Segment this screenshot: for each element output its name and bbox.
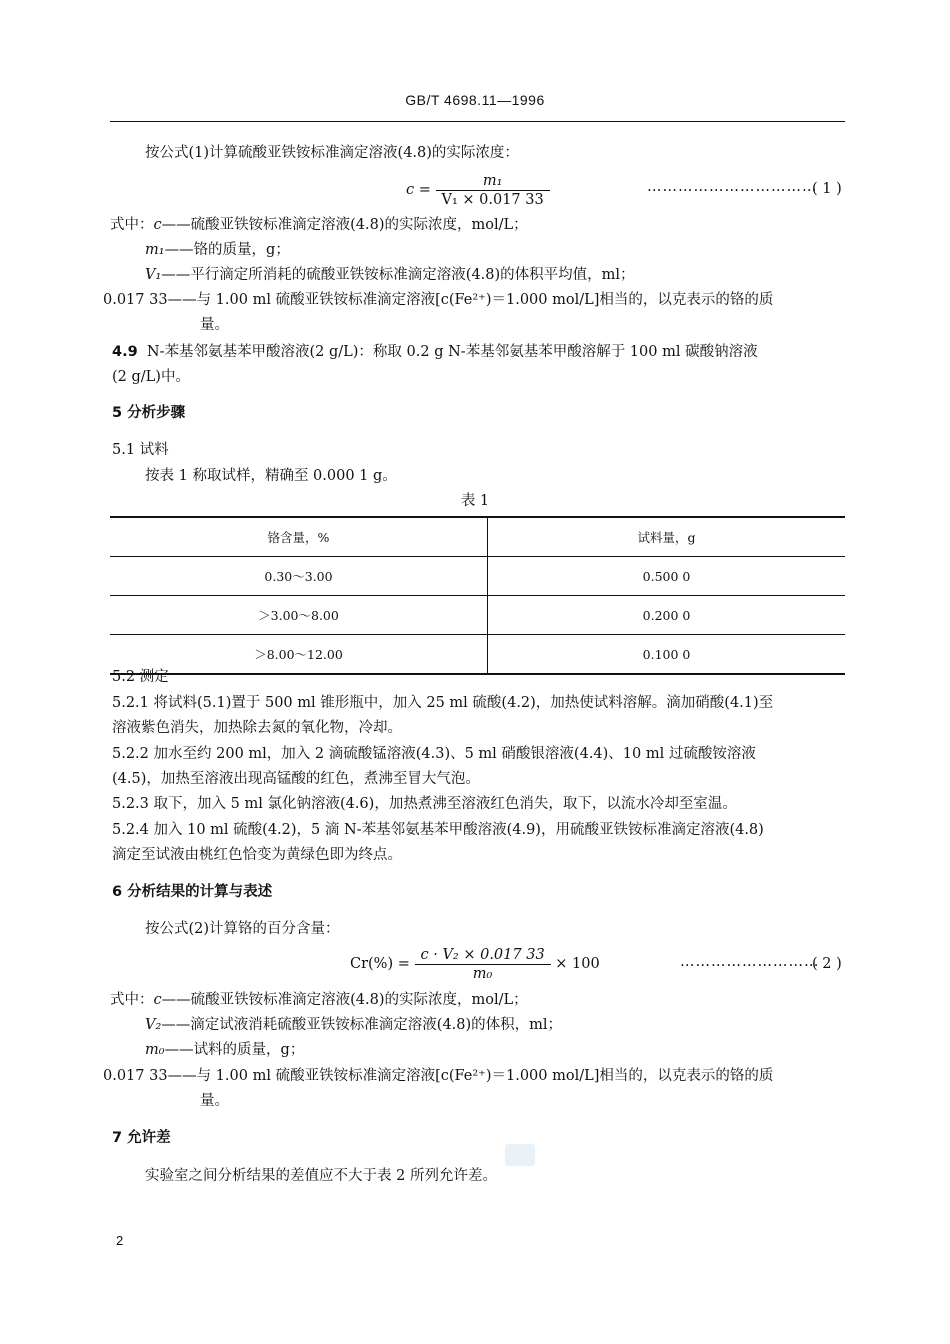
where1-line-c [110, 215, 528, 235]
table-cell: 0.100 0 [642, 646, 691, 662]
where2-sym: 0.017 33 [103, 1068, 168, 1084]
eq2-fraction [415, 946, 551, 983]
section-4-9-line1 [112, 342, 758, 362]
section-5-2-2-line2: (4.5)，加热至溶液出现高锰酸的红色，煮沸至冒大气泡。 [112, 771, 480, 787]
where1-continuation: 量。 [200, 317, 229, 333]
where1-line-const [103, 290, 773, 310]
paragraph-formula1-intro: 按公式(1)计算硫酸亚铁铵标准滴定溶液(4.8)的实际浓度： [145, 145, 519, 161]
section-number: 4.9 [112, 344, 138, 360]
where1-desc: ——与 1.00 ml 硫酸亚铁铵标准滴定溶液[c(Fe²⁺)＝1.000 mol/L]相当的，以克表示的铬的质 [167, 292, 774, 308]
where1-desc: ——硫酸亚铁铵标准滴定溶液(4.8)的实际浓度，mol/L； [161, 217, 528, 233]
equation-2 [350, 944, 600, 984]
where2-continuation: 量。 [200, 1093, 229, 1109]
where2-desc: ——试料的质量，g； [164, 1042, 305, 1058]
where1-sym: m₁ [145, 242, 165, 258]
section-6-text: 按公式(2)计算铬的百分含量： [145, 921, 340, 937]
table-cell: ＞8.00～12.00 [110, 635, 488, 675]
eq1-fraction [436, 172, 550, 209]
section-5-2-2-line1: 5.2.2 加水至约 200 ml，加入 2 滴硫酸锰溶液(4.3)、5 ml 硝酸银溶液(4.4)、10 ml 过硫酸铵溶液 [112, 746, 756, 762]
where2-lead: 式中： [110, 992, 154, 1008]
eq1-lhs: c = [406, 182, 431, 198]
where2-desc: ——硫酸亚铁铵标准滴定溶液(4.8)的实际浓度，mol/L； [161, 992, 528, 1008]
where2-desc: ——滴定试液消耗硫酸亚铁铵标准滴定溶液(4.8)的体积，ml； [161, 1017, 563, 1033]
table-header-cell: 试料量，g [637, 530, 696, 545]
where2-sym: c [153, 992, 162, 1008]
table-cell: 0.30～3.00 [110, 557, 488, 596]
table-cell: 0.500 0 [642, 568, 691, 584]
where1-desc: ——铬的质量，g； [164, 242, 290, 258]
table-cell: 0.200 0 [642, 607, 691, 623]
where2-desc: ——与 1.00 ml 硫酸亚铁铵标准滴定溶液[c(Fe²⁺)＝1.000 mol/L]相当的，以克表示的铬的质 [167, 1068, 774, 1084]
header-rule [110, 121, 845, 122]
standard-number: GB/T 4698.11—1996 [405, 92, 545, 108]
where2-sym: V₂ [145, 1017, 162, 1033]
section-7-title: 7 允许差 [112, 1130, 171, 1146]
section-4-9-line2: (2 g/L)中。 [112, 369, 190, 385]
section-5-title: 5 分析步骤 [112, 405, 186, 421]
page-number: 2 [116, 1233, 124, 1248]
where1-desc: ——平行滴定所消耗的硫酸亚铁铵标准滴定溶液(4.8)的体积平均值，ml； [161, 267, 635, 283]
where2-line-c [110, 990, 528, 1010]
eq1-label: ( 1 ) [812, 181, 842, 197]
table1-caption: 表 1 [460, 493, 490, 509]
table-cell: ＞3.00～8.00 [110, 596, 488, 635]
eq1-leader-dots: …………………………… [647, 179, 818, 195]
eq2-denominator: m₀ [472, 965, 493, 982]
eq1-denominator: V₁ × 0.017 33 [441, 191, 544, 208]
eq2-leader-dots: ……………………… [680, 954, 820, 970]
where1-sym: c [153, 217, 162, 233]
where2-line-m0 [145, 1040, 304, 1060]
equation-1 [406, 170, 550, 210]
where2-line-v2 [145, 1015, 562, 1035]
section-5-2-1-line2: 溶液紫色消失，加热除去氮的氧化物，冷却。 [112, 720, 402, 736]
where1-sym: 0.017 33 [103, 292, 168, 308]
where1-line-m1 [145, 240, 290, 260]
table-1 [110, 516, 845, 675]
watermark-logo [505, 1144, 535, 1166]
section-5-1-title: 5.1 试料 [112, 442, 169, 458]
table-header-cell: 铬含量，% [110, 517, 488, 557]
where1-line-v1 [145, 265, 635, 285]
section-5-2-1-line1: 5.2.1 将试料(5.1)置于 500 ml 锥形瓶中，加入 25 ml 硫酸(4.2)，加热使试料溶解。滴加硝酸(4.1)至 [112, 695, 774, 711]
section-5-2-3-line1: 5.2.3 取下，加入 5 ml 氯化钠溶液(4.6)，加热煮沸至溶液红色消失，取下，以流水冷却至室温。 [112, 796, 737, 812]
eq2-lhs: Cr(%) = [350, 956, 410, 972]
eq1-numerator: m₁ [436, 172, 550, 191]
eq2-numerator: c · V₂ × 0.017 33 [415, 946, 551, 965]
section-5-2-title: 5.2 测定 [112, 669, 169, 685]
where2-line-const [103, 1066, 773, 1086]
section-5-2-4-line1: 5.2.4 加入 10 ml 硫酸(4.2)，5 滴 N-苯基邻氨基苯甲酸溶液(4.9)，用硫酸亚铁铵标准滴定溶液(4.8) [112, 822, 764, 838]
table-row [110, 635, 845, 675]
where1-sym: V₁ [145, 267, 162, 283]
section-5-2-4-line2: 滴定至试液由桃红色恰变为黄绿色即为终点。 [112, 847, 402, 863]
table-row [110, 557, 845, 596]
where1-lead: 式中： [110, 217, 154, 233]
section-7-text: 实验室之间分析结果的差值应不大于表 2 所列允许差。 [145, 1168, 497, 1184]
eq2-rhs: × 100 [555, 956, 600, 972]
section-5-1-text: 按表 1 称取试样，精确至 0.000 1 g。 [145, 468, 397, 484]
section-6-title: 6 分析结果的计算与表述 [112, 884, 273, 900]
table-row [110, 596, 845, 635]
eq2-label: ( 2 ) [812, 956, 842, 972]
table-header-row [110, 517, 845, 557]
section-4-9-text: N-苯基邻氨基苯甲酸溶液(2 g/L)：称取 0.2 g N-苯基邻氨基苯甲酸溶解于 100 ml 碳酸钠溶液 [146, 344, 758, 360]
where2-sym: m₀ [145, 1042, 165, 1058]
